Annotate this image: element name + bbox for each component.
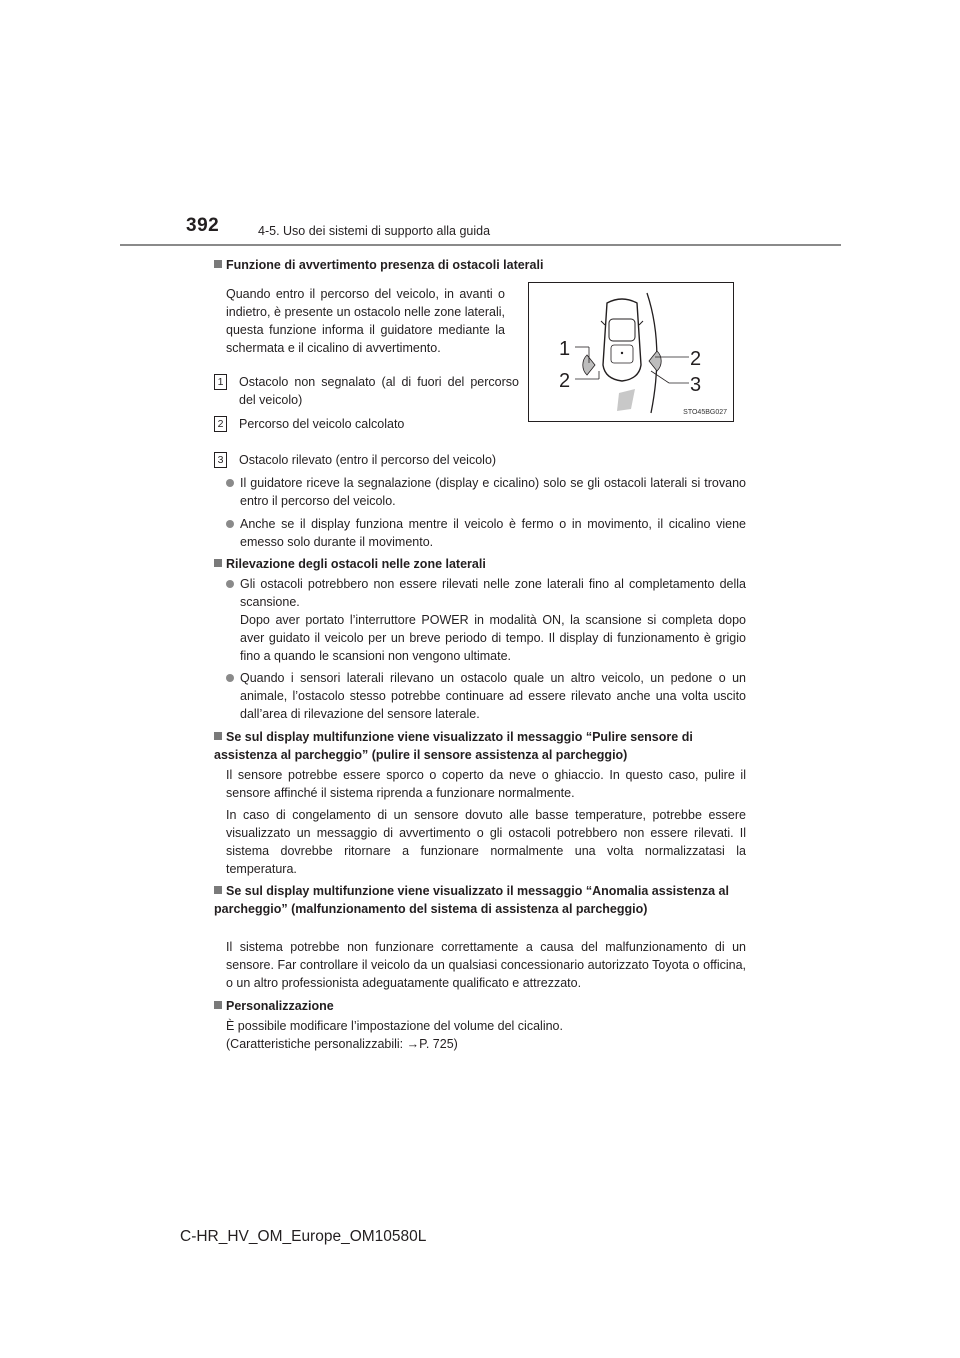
- document-id: C-HR_HV_OM_Europe_OM10580L: [180, 1228, 427, 1245]
- paragraph: Il sensore potrebbe essere sporco o coperto da neve o ghiaccio. In questo caso, pulire il sensore affinché il sistema riprenda a funzionare normalmente.: [226, 768, 746, 800]
- vehicle-top-view-illustration: [529, 283, 733, 421]
- square-bullet-icon: [214, 559, 222, 567]
- round-bullet-icon: [226, 580, 234, 588]
- header-divider: [120, 244, 841, 246]
- heading-malfunction-message: Se sul display multifunzione viene visualizzato il messaggio “Anomalia assistenza al parcheggio” (malfunzionamento del sistema di assistenza al parcheggio): [214, 884, 729, 916]
- number-badge: 2: [214, 416, 227, 432]
- bullet-item: Quando i sensori laterali rilevano un ostacolo quale un altro veicolo, un pedone o un animale, l’ostacolo stesso potrebbe continuare ad essere rilevato anche una volta uscito dall’area di rilevazione del sensore laterale.: [226, 669, 746, 723]
- callout-3: 3: [690, 374, 702, 396]
- page-number: 392: [186, 215, 220, 236]
- callout-2-left: 2: [559, 370, 571, 392]
- vehicle-sensor-figure: [528, 282, 734, 422]
- bullet-item: Il guidatore riceve la segnalazione (display e cicalino) solo se gli ostacoli laterali si trovano entro il percorso del veicolo.: [226, 474, 746, 510]
- bullet-item: Gli ostacoli potrebbero non essere rilevati nelle zone laterali fino al completamento della scansione. Dopo aver portato l’interruttore POWER in modalità ON, la scansione si completa dopo aver guidato il veicolo per un breve periodo di tempo. Il display di funzionamento è grigio fino a quando le scansioni non vengono ultimate.: [226, 575, 746, 665]
- square-bullet-icon: [214, 886, 222, 894]
- heading-clean-sensor-message: Se sul display multifunzione viene visualizzato il messaggio “Pulire sensore di assistenza al parcheggio” (pulire il sensore assistenza al parcheggio): [214, 730, 693, 762]
- square-bullet-icon: [214, 260, 222, 268]
- callout-1: 1: [559, 338, 571, 360]
- round-bullet-icon: [226, 479, 234, 487]
- bullet-item: Anche se il display funziona mentre il veicolo è fermo o in movimento, il cicalino viene emesso solo durante il movimento.: [226, 515, 746, 551]
- heading-side-obstacle-warning: Funzione di avvertimento presenza di ostacoli laterali: [214, 256, 746, 274]
- customization-reference: (Caratteristiche personalizzabili: →P. 725): [226, 1037, 458, 1051]
- number-badge: 1: [214, 374, 227, 390]
- figure-code: STO45BG027: [683, 409, 727, 416]
- callout-2-right: 2: [690, 348, 702, 370]
- section-title: 4-5. Uso dei sistemi di supporto alla guida: [258, 224, 491, 238]
- square-bullet-icon: [214, 732, 222, 740]
- paragraph: È possibile modificare l’impostazione del volume del cicalino.: [226, 1019, 563, 1033]
- heading-customization: Personalizzazione: [214, 997, 746, 1015]
- number-badge: 3: [214, 452, 227, 468]
- heading-side-obstacle-detection: Rilevazione degli ostacoli nelle zone laterali: [214, 555, 746, 573]
- paragraph: Il sistema potrebbe non funzionare correttamente a causa del malfunzionamento di un sensore. Far controllare il veicolo da un qualsiasi concessionario autorizzato Toyota o officina, o un altro professionista adeguatamente qualificato e attrezzato.: [226, 940, 746, 990]
- intro-paragraph: Quando entro il percorso del veicolo, in avanti o indietro, è presente un ostacolo nelle zone laterali, questa funzione informa il guidatore mediante la schermata e il cicalino di avvertimento.: [226, 287, 505, 355]
- paragraph: In caso di congelamento di un sensore dovuto alle basse temperature, potrebbe essere visualizzato un messaggio di avvertimento o gli ostacoli potrebbero non essere rilevati. Il sistema dovrebbe ritornare a funzionare normalmente una volta normalizzatasi la temperatura.: [226, 808, 746, 876]
- round-bullet-icon: [226, 674, 234, 682]
- square-bullet-icon: [214, 1001, 222, 1009]
- round-bullet-icon: [226, 520, 234, 528]
